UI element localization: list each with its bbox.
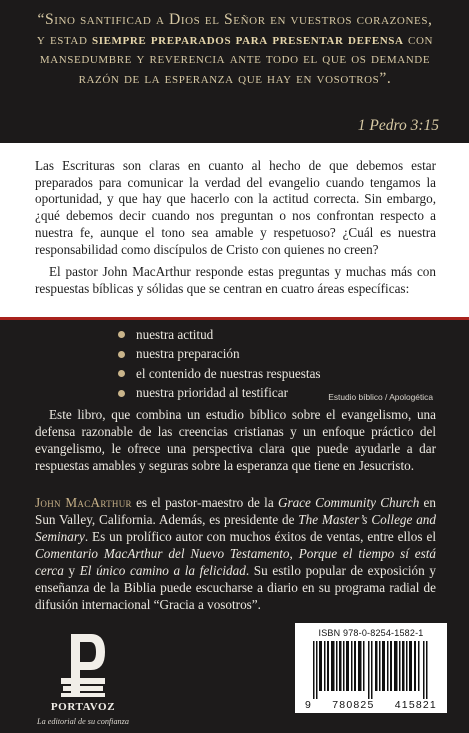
quote-emphasis: siempre preparados para presentar defensa <box>92 30 404 48</box>
barcode-digits-right: 415821 <box>394 699 437 711</box>
bullet-icon <box>118 351 125 358</box>
quote-part-1: “Sino santificad a Dios el Señor en vuestros corazones, y estad <box>36 11 433 48</box>
book-title: El único camino a la felicidad <box>79 563 246 578</box>
college-name: The Master’s College and Seminary <box>35 512 436 544</box>
list-item <box>118 325 321 345</box>
intro-paragraph-2: El pastor John MacArthur responde estas preguntas y muchas más con respuestas bíblicas y sólidas que se centran en cuatro áreas específicas: <box>35 264 436 296</box>
barcode-digits <box>303 699 439 711</box>
list-item <box>118 345 321 365</box>
book-title: Porque el tiempo sí está cerca <box>35 546 437 578</box>
publisher-logo <box>28 632 138 726</box>
category-label: Estudio bíblico / Apologética <box>328 392 433 402</box>
portavoz-logo-icon <box>59 632 107 700</box>
intro-paragraph-1: Las Escrituras son claras en cuanto al hecho de que debemos estar preparados para comunicar la verdad del evangelio cuando tengamos la oportunidad, y que hay que hacerlo con la actitud correcta. Sin embargo, ¿qué debemos decir cuando nos preguntan o nos confrontan respecto a nuestra fe, aunque el tono sea amable y respetuoso? ¿Cuál es nuestra responsabilidad como discípulos de Cristo con quienes no creen? <box>35 158 436 257</box>
quote-part-2: con mansedumbre y reverencia ante todo el que os demande razón de la esperanza que hay en vosotros”. <box>39 30 434 87</box>
bio-text: , <box>289 546 299 561</box>
list-item <box>118 364 321 384</box>
scripture-quote <box>34 10 436 88</box>
publisher-name: PORTAVOZ <box>50 701 116 713</box>
isbn-barcode-box <box>295 623 447 713</box>
bio-text: en Sun Valley, California. Además, es presidente de <box>35 495 437 527</box>
author-name: John MacArthur <box>35 495 132 510</box>
barcode-icon <box>305 641 437 699</box>
bullet-icon <box>118 390 125 397</box>
details-section <box>0 320 469 733</box>
list-item-label: nuestra actitud <box>136 326 214 342</box>
focus-areas-list <box>118 325 321 403</box>
bio-text: es el pastor-maestro de la <box>131 495 278 510</box>
book-title: Comentario MacArthur del Nuevo Testamento <box>35 546 290 561</box>
list-item-label: nuestra preparación <box>136 346 240 362</box>
scripture-reference: 1 Pedro 3:15 <box>357 117 439 134</box>
bullet-icon <box>118 331 125 338</box>
publisher-tagline: La editorial de su confianza <box>37 717 129 726</box>
bullet-icon <box>118 370 125 377</box>
barcode-digit-first: 9 <box>305 699 313 711</box>
list-item <box>118 384 321 404</box>
barcode-digits-left: 780825 <box>332 699 375 711</box>
author-bio <box>35 494 436 613</box>
quote-band <box>0 0 469 143</box>
summary-paragraph: Este libro, que combina un estudio bíblico sobre el evangelismo, una defensa razonable de las creencias cristianas y un enfoque práctico del evangelismo, le ofrece una perspectiva clara que puede ayudarle a dar respuestas amables y seguras sobre la esperanza que tiene en Jesucristo. <box>35 407 436 473</box>
bio-text: . Su estilo popular de exposición y enseñanza de la Biblia puede escucharse a diario en su programa radial de difusión internacional “Gracia a vosotros”. <box>35 563 436 612</box>
bio-text: y <box>63 563 80 578</box>
bio-text: . Es un prolífico autor con muchos éxitos de ventas, entre ellos el <box>84 529 436 544</box>
intro-section <box>0 143 469 317</box>
list-item-label: el contenido de nuestras respuestas <box>136 365 321 381</box>
isbn-number: ISBN 978-0-8254-1582-1 <box>318 628 424 638</box>
list-item-label: nuestra prioridad al testificar <box>136 385 288 401</box>
church-name: Grace Community Church <box>277 495 420 510</box>
